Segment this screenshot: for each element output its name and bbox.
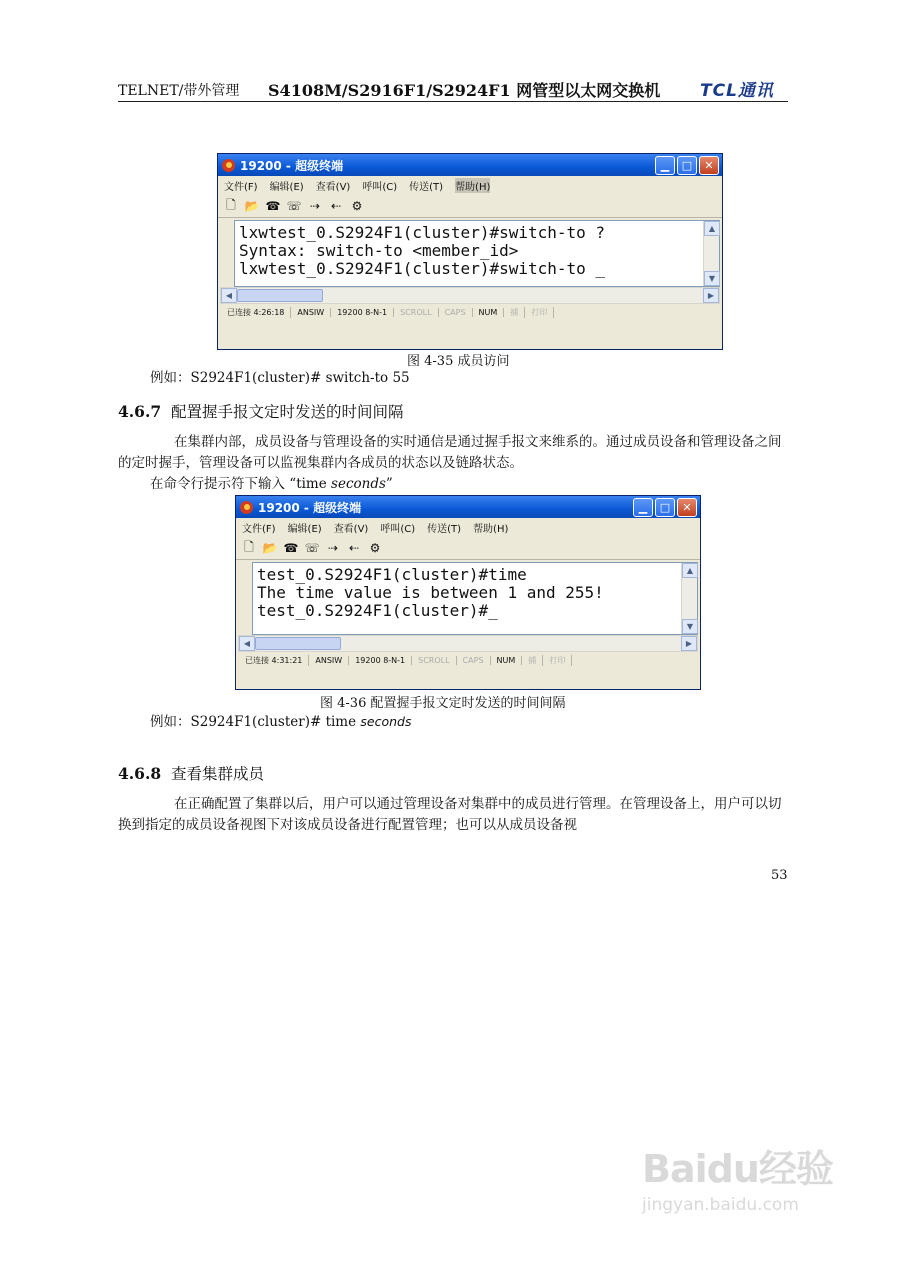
menu-view[interactable]: 查看(V) [333, 524, 369, 535]
menu-transfer[interactable]: 传送(T) [427, 524, 462, 535]
status-capture: 捕 [522, 655, 543, 666]
hyperterminal-icon [240, 501, 253, 514]
status-num: NUM [473, 308, 505, 317]
menu-call[interactable]: 呼叫(C) [362, 182, 398, 193]
window-title: 19200 - 超级终端 [240, 158, 344, 173]
menu-help[interactable]: 帮助(H) [473, 524, 509, 535]
terminal-window-2 [235, 495, 701, 690]
status-connected: 已连接 4:31:21 [239, 655, 309, 666]
terminal-line: The time value is between 1 and 255! [257, 583, 604, 602]
new-icon[interactable]: 🗋 [244, 539, 254, 554]
vertical-scrollbar[interactable] [703, 221, 719, 286]
open-icon[interactable]: 📂 [244, 199, 260, 213]
menu-edit[interactable]: 编辑(E) [287, 524, 322, 535]
send-icon[interactable]: ⇢ [309, 199, 321, 213]
scroll-left-icon[interactable]: ◀ [221, 288, 237, 303]
tcl-logo: TCL通讯 [700, 81, 774, 101]
section-number: 4.6.8 [118, 764, 162, 783]
example-1: 例如：S2924F1(cluster)# switch-to 55 [150, 370, 410, 386]
disconnect-icon[interactable]: ☎ [265, 199, 281, 213]
scroll-right-icon[interactable]: ▶ [681, 636, 697, 651]
status-caps: CAPS [457, 656, 491, 665]
section-number: 4.6.7 [118, 402, 162, 421]
instruction-italic: seconds [331, 476, 386, 492]
dial-icon[interactable]: ☏ [304, 541, 320, 555]
terminal-line: Syntax: switch-to <member_id> [239, 241, 519, 260]
new-icon[interactable]: 🗋 [226, 197, 236, 212]
menu-call[interactable]: 呼叫(C) [380, 524, 416, 535]
page-number: 53 [771, 868, 788, 883]
example-2-italic: seconds [360, 714, 412, 729]
status-port-settings: 19200 8-N-1 [331, 308, 394, 317]
close-button[interactable]: ✕ [677, 498, 697, 517]
scroll-up-icon[interactable]: ▲ [704, 221, 720, 236]
terminal-output[interactable] [252, 562, 698, 635]
status-port-settings: 19200 8-N-1 [349, 656, 412, 665]
example-2 [150, 711, 411, 733]
scroll-down-icon[interactable]: ▼ [682, 619, 698, 634]
window-titlebar[interactable] [236, 496, 700, 518]
scroll-thumb[interactable] [255, 637, 341, 650]
status-emulation: ANSIW [309, 656, 349, 665]
status-print: 打印 [525, 307, 554, 318]
example-2-prefix: 例如：S2924F1(cluster)# time [150, 714, 361, 730]
vertical-scrollbar[interactable] [681, 563, 697, 634]
horizontal-scrollbar[interactable] [220, 287, 720, 304]
close-button[interactable]: ✕ [699, 156, 719, 175]
section-title: 配置握手报文定时发送的时间间隔 [171, 403, 404, 421]
menu-help[interactable]: 帮助(H) [455, 178, 490, 193]
menu-file[interactable]: 文件(F) [242, 524, 276, 535]
status-num: NUM [491, 656, 523, 665]
toolbar [236, 537, 700, 560]
paragraph-cluster-members: 在正确配置了集群以后，用户可以通过管理设备对集群中的成员进行管理。在管理设备上，用户可以切换到指定的成员设备视图下对该成员设备进行配置管理；也可以从成员设备视 [118, 796, 782, 833]
scroll-up-icon[interactable]: ▲ [682, 563, 698, 578]
receive-icon[interactable]: ⇠ [330, 199, 342, 213]
window-title: 19200 - 超级终端 [258, 500, 362, 515]
properties-icon[interactable]: ⚙ [369, 541, 381, 555]
menu-transfer[interactable]: 传送(T) [409, 182, 444, 193]
hyperterminal-icon [222, 159, 235, 172]
section-heading-4-6-7 [118, 400, 404, 422]
baidu-watermark [642, 1138, 833, 1215]
scroll-thumb[interactable] [237, 289, 323, 302]
maximize-button[interactable]: □ [677, 156, 697, 175]
status-emulation: ANSIW [291, 308, 331, 317]
scroll-left-icon[interactable]: ◀ [239, 636, 255, 651]
terminal-output[interactable] [234, 220, 720, 287]
status-bar [218, 304, 722, 321]
instruction-suffix: ” [385, 476, 393, 492]
terminal-line: lxwtest_0.S2924F1(cluster)#switch-to _ [239, 259, 606, 278]
terminal-line: lxwtest_0.S2924F1(cluster)#switch-to ? [239, 223, 606, 242]
paragraph-handshake: 在集群内部，成员设备与管理设备的实时通信是通过握手报文来维系的。通过成员设备和管理设备之间的定时握手，管理设备可以监视集群内各成员的状态以及链路状态。 [118, 434, 782, 471]
scroll-right-icon[interactable]: ▶ [703, 288, 719, 303]
watermark-url: jingyan.baidu.com [642, 1195, 799, 1215]
send-icon[interactable]: ⇢ [327, 541, 339, 555]
minimize-button[interactable]: ▁ [655, 156, 675, 175]
watermark-brand: Baidu经验 [642, 1147, 833, 1191]
toolbar [218, 195, 722, 218]
window-titlebar[interactable] [218, 154, 722, 176]
instruction-prefix: 在命令行提示符下输入 “time [150, 476, 332, 492]
figure-caption-1: 图 4-35 成员访问 [407, 354, 510, 369]
section-title: 查看集群成员 [171, 765, 265, 783]
status-print: 打印 [543, 655, 572, 666]
status-bar [236, 652, 700, 669]
header-product-title: S4108M/S2916F1/S2924F1 网管型以太网交换机 [268, 81, 661, 100]
terminal-line: test_0.S2924F1(cluster)#_ [257, 601, 498, 620]
status-scroll: SCROLL [394, 308, 438, 317]
horizontal-scrollbar[interactable] [238, 635, 698, 652]
status-capture: 捕 [504, 307, 525, 318]
disconnect-icon[interactable]: ☎ [283, 541, 299, 555]
status-scroll: SCROLL [412, 656, 456, 665]
terminal-window-1 [217, 153, 723, 350]
menu-file[interactable]: 文件(F) [224, 182, 258, 193]
paragraph-input-instruction [150, 474, 393, 495]
properties-icon[interactable]: ⚙ [351, 199, 363, 213]
terminal-line: test_0.S2924F1(cluster)#time [257, 565, 527, 584]
minimize-button[interactable]: ▁ [633, 498, 653, 517]
status-connected: 已连接 4:26:18 [221, 307, 291, 318]
menu-edit[interactable]: 编辑(E) [269, 182, 304, 193]
header-rule [118, 101, 788, 102]
menu-bar [218, 176, 722, 195]
section-heading-4-6-8 [118, 762, 264, 784]
menu-bar [236, 518, 700, 537]
menu-view[interactable]: 查看(V) [315, 182, 351, 193]
scroll-down-icon[interactable]: ▼ [704, 271, 720, 286]
receive-icon[interactable]: ⇠ [348, 541, 360, 555]
header-section-label: TELNET/带外管理 [118, 83, 240, 99]
open-icon[interactable]: 📂 [262, 541, 278, 555]
status-caps: CAPS [439, 308, 473, 317]
dial-icon[interactable]: ☏ [286, 199, 302, 213]
figure-caption-2: 图 4-36 配置握手报文定时发送的时间间隔 [320, 696, 566, 711]
maximize-button[interactable]: □ [655, 498, 675, 517]
